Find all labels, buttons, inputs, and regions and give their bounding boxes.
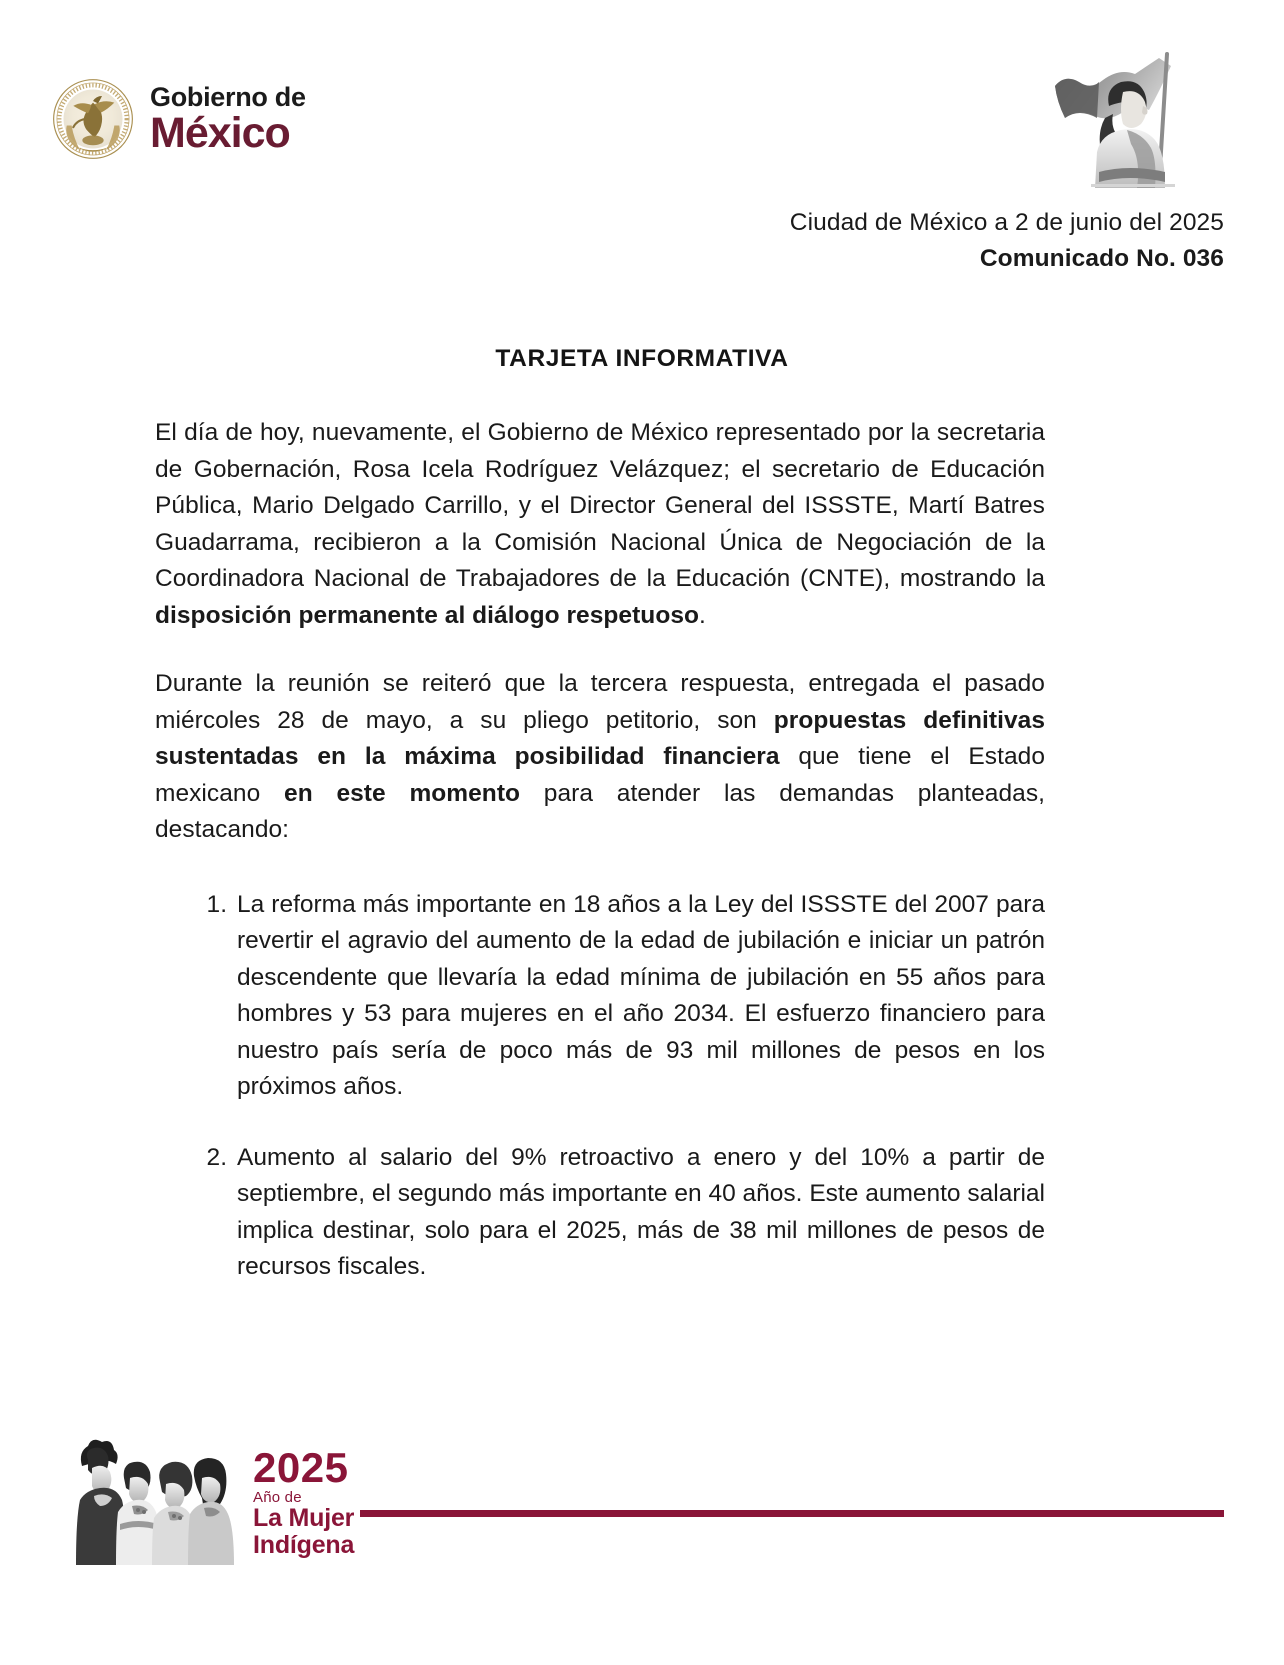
footer-line-la-mujer: La Mujer <box>253 1504 355 1532</box>
mexican-coat-of-arms-seal-icon <box>52 78 134 160</box>
numbered-list <box>155 887 1045 1286</box>
brand-line-gobierno: Gobierno de <box>150 81 306 112</box>
document-header <box>0 0 1284 200</box>
year-of-indigenous-woman-logo <box>68 1430 354 1565</box>
paragraph-1 <box>155 415 1045 634</box>
document-footer <box>0 1405 1284 1565</box>
paragraph-2-text-c: para atender las demandas planteadas, destacando: <box>155 779 1045 843</box>
paragraph-1-text-a: El día de hoy, nuevamente, el Gobierno de México representado por la secretaria de Gobernación, Rosa Icela Rodríguez Velázquez; el secretario de Educación Pública, Mario Delgado Carrillo, y el Director General del ISSSTE, Martí Batres Guadarrama, recibieron a la Comisión Nacional Única de Negociación de la Coordinadora Nacional de Trabajadores de la Educación (CNTE), mostrando la <box>155 419 1045 592</box>
list-item: Aumento al salario del 9% retroactivo a enero y del 10% a partir de septiembre, el segundo más importante en 40 años. Este aumento salarial implica destinar, solo para el 2025, más de 38 mil millones de pesos de recursos fiscales. <box>237 1143 1045 1280</box>
indigenous-women-illustration-icon <box>68 1430 243 1565</box>
date-and-communique-block <box>524 205 1224 277</box>
paragraph-2-emphasis-2: en este momento <box>284 779 521 807</box>
footer-year: 2025 <box>253 1443 349 1491</box>
brand-wordmark <box>150 81 306 157</box>
paragraph-1-text-b: . <box>699 601 706 629</box>
communique-number: Comunicado No. 036 <box>979 245 1224 272</box>
list-item: La reforma más importante en 18 años a la Ley del ISSSTE del 2007 para revertir el agravio del aumento de la edad de jubilación e iniciar un patrón descendente que llevaría la edad mínima de jubilación en 55 años para hombres y 53 para mujeres en el año 2034. El esfuerzo financiero para nuestro país sería de poco más de 93 mil millones de pesos en los próximos años. <box>237 890 1045 1100</box>
paragraph-2-text-b: que tiene el Estado mexicano <box>155 743 1045 807</box>
footer-wordmark <box>253 1443 355 1565</box>
paragraph-2-text-a: Durante la reunión se reiteró que la tercera respuesta, entregada el pasado miércoles 28 de mayo, a su pliego petitorio, son <box>155 670 1045 734</box>
page-title: TARJETA INFORMATIVA <box>495 345 789 372</box>
paragraph-1-emphasis: disposición permanente al diálogo respetuoso <box>155 601 700 629</box>
woman-with-flag-illustration-icon <box>1039 48 1189 188</box>
date-line: Ciudad de México a 2 de junio del 2025 <box>789 209 1224 236</box>
gobierno-de-mexico-brand <box>52 78 306 160</box>
footer-ano-de: Año de <box>253 1489 302 1506</box>
footer-line-indigena: Indígena <box>253 1531 355 1559</box>
footer-divider-rule <box>360 1510 1224 1517</box>
paragraph-2 <box>155 666 1045 849</box>
brand-line-mexico: México <box>150 108 290 157</box>
paragraph-2-emphasis-1: propuestas definitivas sustentadas en la máxima posibilidad financiera <box>155 706 1046 770</box>
document-body <box>155 415 1045 1286</box>
